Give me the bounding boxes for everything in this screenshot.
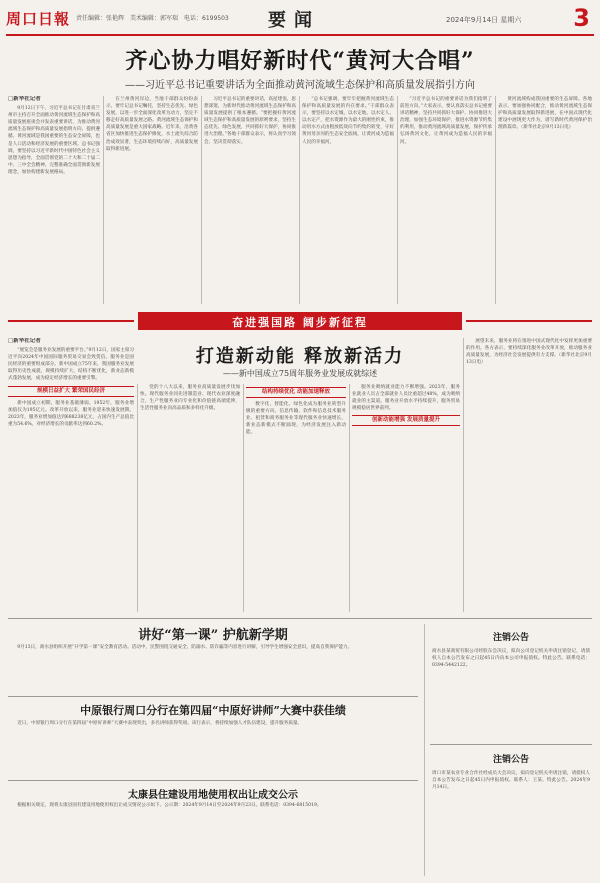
lead-byline: □新华社记者 <box>8 96 41 102</box>
feature-column-3 <box>246 384 346 612</box>
feature-headline: 打造新动能 释放新活力 <box>195 346 405 367</box>
column-rule <box>243 384 244 612</box>
feature-paragraph: 党的十八大以来，服务业高质量发展步伐加快。现代服务业同先进制造业、现代农业深度融合，生产性服务业向专业化和价值链高端延伸，生活性服务业向高品质和多样化升级。 <box>140 385 240 412</box>
notice-1-title: 注销公告 <box>492 633 529 643</box>
lead-paragraph: 习近平总书记的重要讲话，高屋建瓴、思想深邃，为新时代推动黄河流域生态保护和高质量发展提供了根本遵循。“要把握好黄河流域生态保护和高质量发展的原则要求，坚持生态优先、绿色发展，共同抓好大保护，协同推进大治理。”各地干部群众表示，将认真学习领会、坚决贯彻落实。 <box>204 97 296 145</box>
notice-1-body <box>432 648 590 738</box>
feature-paragraph: 数字化、智能化、绿色化成为服务业转型升级的重要方向。信息传输、软件和信息技术服务业、租赁和商务服务业等现代服务业快速增长，新业态新模式不断涌现，为经济发展注入新动能。 <box>246 402 346 436</box>
lead-column-2 <box>106 96 198 304</box>
feature-column-4 <box>352 384 460 612</box>
column-rule <box>463 338 464 612</box>
column-rule <box>424 624 425 876</box>
notice-divider <box>430 744 592 745</box>
feature-subhead-1: 规模日益扩大 繁荣国民经济 <box>8 386 134 397</box>
lead-paragraph: “习近平总书记的重要讲话为我们指明了前进方向。”大家表示，要认真落实总书记重要讲话精神，坚持共同抓好大保护、协同推进大治理，加强生态环境保护，推进水资源节约集约利用，推动黄河流域高质量发展，保护传承弘扬黄河文化，让黄河成为造福人民的幸福河。 <box>400 97 492 145</box>
notice-2-body <box>432 770 590 874</box>
brief-1-headline: 讲好“第一课” 护航新学期 <box>138 628 288 643</box>
banner-text: 奋进强国路 阔步新征程 <box>232 316 368 329</box>
column-rule <box>103 96 104 304</box>
column-rule <box>397 96 398 304</box>
feature-subhead-2: 结构持续优化 动能加速释放 <box>246 387 346 398</box>
lead-paragraph: “总书记强调，要牢牢把握黄河流域生态保护和高质量发展的内在要求。”干部群众表示，要坚持以水定城、以水定地、以水定人、以水定产，把水资源作为最大的刚性约束，推动用水方式由粗放低效向节约集约转变，守好黄河母亲河的生态安全底线，让黄河成为造福人民的幸福河。 <box>302 97 394 145</box>
section-divider <box>8 618 592 619</box>
column-rule <box>495 96 496 304</box>
feature-paragraph: “展览会是服务业发展的重要平台。”9月12日，国家主席习近平向2024年中国国际服务贸易交易会致贺信。服务业是国民经济的重要组成部分。新中国成立75年来，我国服务业发展取得历史性成就，规模持续扩大，结构不断优化，新业态新模式蓬勃发展，成为稳定经济增长的重要引擎。 <box>8 348 134 382</box>
brief-2-body <box>8 720 418 776</box>
lead-column-4 <box>302 96 394 304</box>
brief-1-text: 9月13日，商水县组织开展“开学第一课”安全教育活动。活动中，民警围绕交通安全、防溺水、防诈骗等内容进行讲解，引导学生增强安全意识，提高自我保护能力。 <box>17 645 353 650</box>
banner-rule-left <box>8 320 134 322</box>
column-rule <box>201 96 202 304</box>
feature-byline: □新华社记者 <box>8 338 41 344</box>
lead-column-5 <box>400 96 492 304</box>
brief-1-body <box>8 644 418 692</box>
brief-divider <box>8 780 418 781</box>
editor-meta: 责任编辑：张艳辉 美术编辑：郭军瑞 电话：6199503 <box>76 15 229 22</box>
feature-subheadline: ——新中国成立75周年服务业发展成就综述 <box>222 369 378 378</box>
lead-column-3 <box>204 96 296 304</box>
lead-subheadline: ——习近平总书记重要讲话为全面推动黄河流域生态保护和高质量发展指引方向 <box>125 80 475 91</box>
notice-2-title: 注销公告 <box>492 755 529 765</box>
section-name: 要闻 <box>268 10 320 31</box>
feature-column-5 <box>466 338 592 612</box>
lead-paragraph: 黄河流域构成我国重要的生态屏障。各地表示，要加强协同配合，推动黄河流域生态保护和高质量发展取得新进展，在中国式现代化建设中展现更大作为，谱写新时代黄河保护治理新篇章。（新华社北京9月13日电） <box>498 97 592 131</box>
column-rule <box>299 96 300 304</box>
banner-rule-right <box>466 320 592 322</box>
brief-2-headline: 中原银行周口分行在第四届“中原好讲师”大赛中获佳绩 <box>80 704 346 717</box>
lead-headline: 齐心协力唱好新时代“黄河大合唱” <box>125 48 475 74</box>
brief-3-headline: 太康县住建设用地使用权出让成交公示 <box>128 790 298 801</box>
issue-date: 2024年9月14日 星期六 <box>446 16 522 24</box>
feature-subhead-3: 创新动能增强 发展质量提升 <box>352 415 460 426</box>
page-number: 3 <box>573 4 590 32</box>
notice-1-text: 商水县某商贸有限公司经股东会决议，拟向公司登记机关申请注销登记，请债权人自本公告发布之日起45日内向本公司申报债权。特此公告。联系电话：0394-5442122。 <box>432 649 590 668</box>
brief-divider <box>8 696 418 697</box>
feature-paragraph: 展望未来，服务业将在推进中国式现代化中发挥更加重要的作用。各方表示，要持续深化服务业改革开放，推动服务业高质量发展，为经济社会发展提供有力支撑。（新华社北京9月13日电） <box>466 339 592 366</box>
feature-column-2 <box>140 384 240 612</box>
feature-paragraph: 新中国成立初期，服务业基础薄弱。1952年，服务业增加值仅为195亿元。改革开放以来，服务业迎来快速发展期。2023年，服务业增加值达到688238亿元，占国内生产总值比重为54.6%，对经济增长的贡献率达到60.2%。 <box>8 400 134 427</box>
brief-2-text: 近日，中原银行周口分行在第四届“中原好讲师”大赛中表现突出，多名讲师获得奖项。该行表示，将持续加强人才队伍建设，提升服务质量。 <box>17 721 303 726</box>
brief-3-text: 根据相关规定，现将太康县国有建设用地使用权出让成交情况公示如下。公示期：2024年9月14日至2024年9月23日。联系电话：0394-6815019。 <box>17 803 322 808</box>
lead-paragraph: 9月12日下午，习近平总书记在甘肃省兰州市主持召开全面推动黄河流域生态保护和高质量发展座谈会并发表重要讲话，为推动黄河流域生态保护和高质量发展指明方向、提供遵循。黄河流域是我国重要的生态安全屏障，也是人口活动和经济发展的重要区域。总书记强调，要坚持以习近平新时代中国特色社会主义思想为指导，全面贯彻党的二十大和二十届二中、三中全会精神，完整准确全面贯彻新发展理念，加快构建新发展格局。 <box>8 106 100 175</box>
column-rule <box>349 384 350 612</box>
notice-2-text: 周口市某农业专业合作社经成员大会决议，拟向登记机关申请注销，请债权人自本公告发布之日起45日内申报债权。联系人：王某。特此公告。2024年9月14日。 <box>432 771 590 790</box>
masthead <box>6 6 594 36</box>
feature-column-1 <box>8 338 134 612</box>
lead-column-6 <box>498 96 592 304</box>
lead-column-1 <box>8 96 100 304</box>
newspaper-logo: 周口日報 <box>6 10 71 28</box>
feature-paragraph: 服务业吸纳就业能力不断增强。2023年，服务业就业人员占全部就业人员比重超过48%，成为吸纳就业的主渠道。服务业开放水平持续提升，服务贸易规模稳居世界前列。 <box>352 385 460 412</box>
lead-paragraph: 在兰州黄河岸边，当地干部群众纷纷表示，要牢记总书记嘱托，坚持生态优先、绿色发展，以进一步全面深化改革为动力，坚定不移走好高质量发展之路。黄河流域生态保护和高质量发展是重大国家战略。近年来，沿黄各省区加快推进生态保护修复，水土流失综合防治成效显著，生态环境持续向好，高质量发展取得新进展。 <box>106 97 198 152</box>
column-rule <box>137 384 138 612</box>
brief-3-body <box>8 802 418 876</box>
section-banner <box>138 312 462 330</box>
